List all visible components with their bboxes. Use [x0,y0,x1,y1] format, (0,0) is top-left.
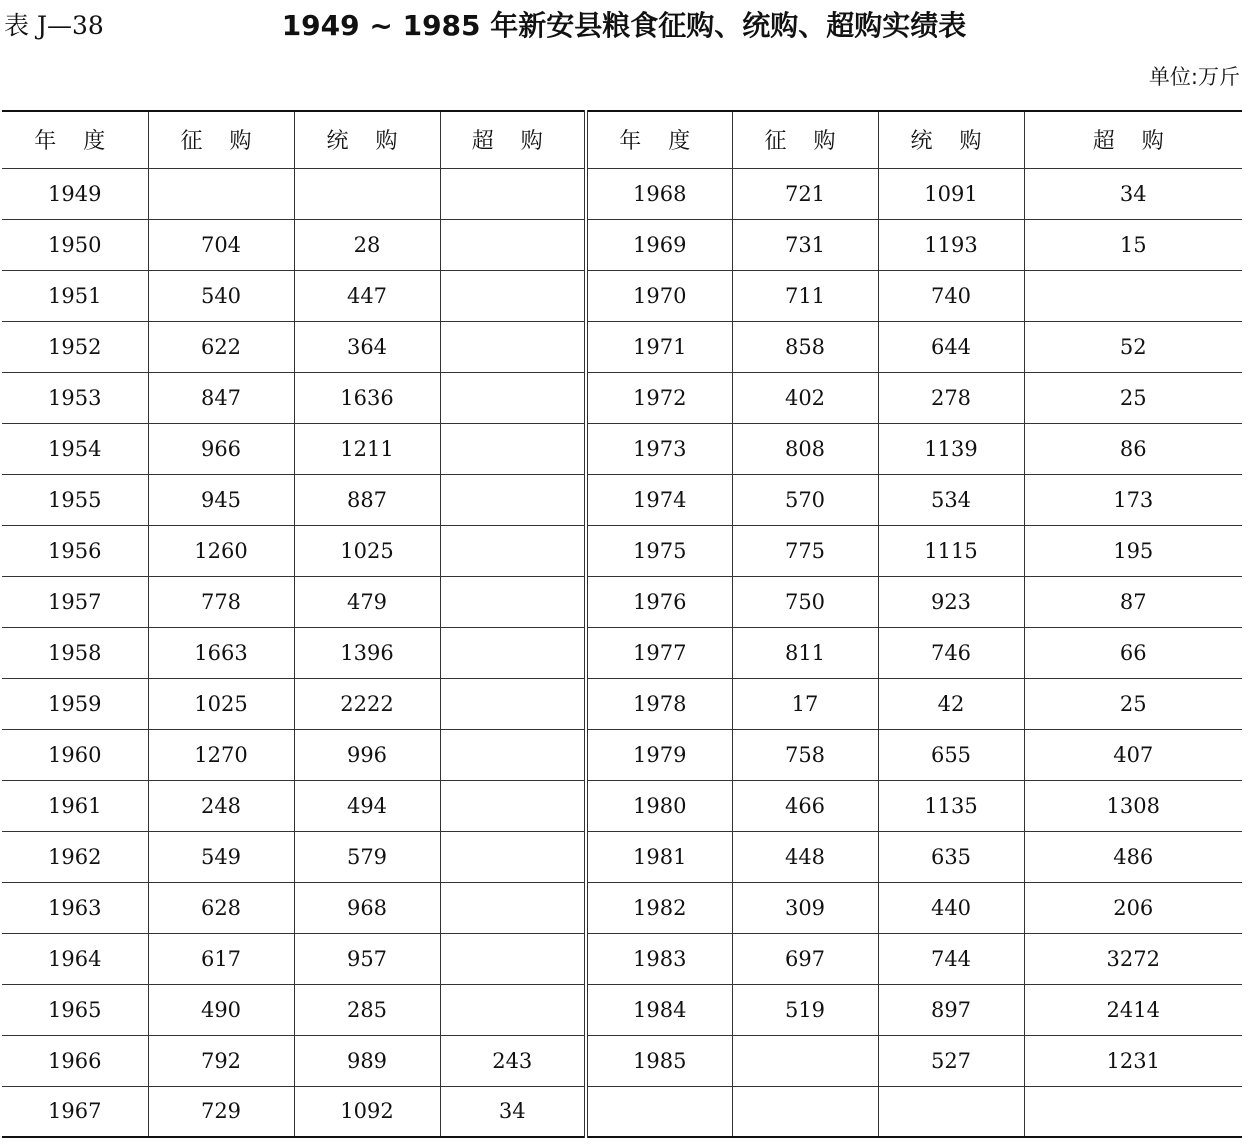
cell-year-left: 1965 [2,984,148,1035]
cell-tonggou-right: 527 [878,1035,1024,1086]
cell-year-right [586,1086,732,1137]
cell-zhenggou-right: 808 [732,423,878,474]
cell-tonggou-left: 479 [294,576,440,627]
cell-year-right: 1981 [586,831,732,882]
cell-chaogou-right: 34 [1024,168,1242,219]
cell-zhenggou-right: 858 [732,321,878,372]
cell-year-left: 1959 [2,678,148,729]
cell-zhenggou-right: 519 [732,984,878,1035]
table-row [2,729,1242,780]
cell-year-left: 1955 [2,474,148,525]
cell-zhenggou-left: 1260 [148,525,294,576]
cell-year-left: 1953 [2,372,148,423]
cell-year-right: 1982 [586,882,732,933]
cell-zhenggou-right: 402 [732,372,878,423]
cell-tonggou-right: 42 [878,678,1024,729]
cell-tonggou-right [878,1086,1024,1137]
cell-chaogou-right: 1308 [1024,780,1242,831]
cell-tonggou-right: 746 [878,627,1024,678]
cell-chaogou-right: 15 [1024,219,1242,270]
cell-zhenggou-right: 811 [732,627,878,678]
cell-chaogou-left [440,423,586,474]
cell-tonggou-left: 989 [294,1035,440,1086]
table-row [2,423,1242,474]
cell-zhenggou-right: 466 [732,780,878,831]
cell-zhenggou-right: 17 [732,678,878,729]
cell-zhenggou-right: 775 [732,525,878,576]
cell-tonggou-right: 1139 [878,423,1024,474]
cell-zhenggou-left: 490 [148,984,294,1035]
cell-year-right: 1984 [586,984,732,1035]
cell-tonggou-left: 887 [294,474,440,525]
cell-tonggou-right: 923 [878,576,1024,627]
cell-year-left: 1951 [2,270,148,321]
cell-chaogou-left [440,933,586,984]
cell-chaogou-left [440,321,586,372]
cell-year-right: 1968 [586,168,732,219]
cell-tonggou-left: 1211 [294,423,440,474]
table-row [2,576,1242,627]
cell-year-left: 1962 [2,831,148,882]
cell-zhenggou-left: 622 [148,321,294,372]
cell-tonggou-left: 364 [294,321,440,372]
cell-tonggou-left: 968 [294,882,440,933]
cell-zhenggou-left: 847 [148,372,294,423]
cell-zhenggou-left: 945 [148,474,294,525]
cell-year-right: 1975 [586,525,732,576]
cell-year-left: 1949 [2,168,148,219]
cell-year-right: 1985 [586,1035,732,1086]
cell-chaogou-left [440,780,586,831]
cell-zhenggou-right: 570 [732,474,878,525]
table-row [2,372,1242,423]
cell-year-right: 1983 [586,933,732,984]
cell-tonggou-right: 744 [878,933,1024,984]
cell-tonggou-left: 447 [294,270,440,321]
table-row [2,627,1242,678]
cell-tonggou-left: 957 [294,933,440,984]
cell-year-right: 1980 [586,780,732,831]
cell-chaogou-left [440,627,586,678]
cell-chaogou-left [440,678,586,729]
cell-zhenggou-right [732,1035,878,1086]
cell-tonggou-right: 635 [878,831,1024,882]
table-row [2,882,1242,933]
cell-year-right: 1973 [586,423,732,474]
cell-zhenggou-left: 1025 [148,678,294,729]
column-header-zhenggou-left: 征 购 [148,111,294,168]
cell-tonggou-right: 1193 [878,219,1024,270]
cell-chaogou-left [440,576,586,627]
cell-chaogou-left [440,882,586,933]
cell-year-right: 1979 [586,729,732,780]
cell-chaogou-left: 34 [440,1086,586,1137]
cell-chaogou-left [440,474,586,525]
table-header-row [2,111,1242,168]
cell-tonggou-left: 1636 [294,372,440,423]
table-row [2,933,1242,984]
cell-zhenggou-left: 778 [148,576,294,627]
cell-zhenggou-left: 704 [148,219,294,270]
cell-tonggou-right: 1115 [878,525,1024,576]
cell-chaogou-right: 407 [1024,729,1242,780]
cell-chaogou-right: 486 [1024,831,1242,882]
column-header-tonggou-left: 统 购 [294,111,440,168]
cell-tonggou-left: 1092 [294,1086,440,1137]
cell-chaogou-right: 25 [1024,678,1242,729]
cell-chaogou-right [1024,1086,1242,1137]
cell-year-right: 1972 [586,372,732,423]
cell-zhenggou-left: 792 [148,1035,294,1086]
cell-chaogou-right: 52 [1024,321,1242,372]
cell-year-left: 1954 [2,423,148,474]
cell-chaogou-right: 195 [1024,525,1242,576]
cell-tonggou-left: 285 [294,984,440,1035]
cell-tonggou-right: 897 [878,984,1024,1035]
cell-chaogou-left: 243 [440,1035,586,1086]
cell-tonggou-left: 996 [294,729,440,780]
cell-zhenggou-right [732,1086,878,1137]
cell-chaogou-right: 2414 [1024,984,1242,1035]
cell-year-left: 1958 [2,627,148,678]
cell-tonggou-left: 579 [294,831,440,882]
table-body [2,168,1242,1137]
cell-year-left: 1952 [2,321,148,372]
cell-zhenggou-right: 750 [732,576,878,627]
cell-tonggou-right: 1135 [878,780,1024,831]
cell-year-left: 1967 [2,1086,148,1137]
table-row [2,525,1242,576]
cell-year-left: 1957 [2,576,148,627]
column-header-chaogou-left: 超 购 [440,111,586,168]
column-header-year-right: 年 度 [586,111,732,168]
cell-zhenggou-left: 628 [148,882,294,933]
cell-year-left: 1963 [2,882,148,933]
cell-tonggou-right: 1091 [878,168,1024,219]
cell-year-right: 1977 [586,627,732,678]
cell-chaogou-right: 1231 [1024,1035,1242,1086]
cell-year-right: 1970 [586,270,732,321]
cell-chaogou-left [440,831,586,882]
table-number: 表 J—38 [4,11,104,40]
cell-zhenggou-left: 540 [148,270,294,321]
cell-tonggou-left: 2222 [294,678,440,729]
cell-tonggou-left [294,168,440,219]
cell-tonggou-left: 1396 [294,627,440,678]
cell-zhenggou-left: 617 [148,933,294,984]
table-row [2,831,1242,882]
cell-zhenggou-left: 966 [148,423,294,474]
cell-zhenggou-left: 549 [148,831,294,882]
cell-zhenggou-right: 758 [732,729,878,780]
cell-chaogou-left [440,984,586,1035]
cell-tonggou-right: 440 [878,882,1024,933]
cell-chaogou-right: 87 [1024,576,1242,627]
cell-year-left: 1956 [2,525,148,576]
cell-tonggou-left: 494 [294,780,440,831]
table-row [2,678,1242,729]
cell-year-left: 1950 [2,219,148,270]
grain-purchase-table [2,110,1242,1138]
column-header-year-left: 年 度 [2,111,148,168]
cell-year-right: 1974 [586,474,732,525]
table-row [2,321,1242,372]
table-row [2,474,1242,525]
cell-tonggou-left: 1025 [294,525,440,576]
cell-zhenggou-right: 697 [732,933,878,984]
cell-zhenggou-right: 731 [732,219,878,270]
cell-chaogou-right: 25 [1024,372,1242,423]
cell-year-left: 1961 [2,780,148,831]
cell-zhenggou-left: 248 [148,780,294,831]
page-title: 1949 ~ 1985 年新安县粮食征购、统购、超购实绩表 [281,9,967,42]
cell-zhenggou-left: 1270 [148,729,294,780]
unit-note: 单位:万斤 [1148,65,1240,89]
table-row [2,168,1242,219]
cell-chaogou-left [440,525,586,576]
table-row [2,1086,1242,1137]
cell-tonggou-right: 655 [878,729,1024,780]
column-header-zhenggou-right: 征 购 [732,111,878,168]
cell-zhenggou-left: 1663 [148,627,294,678]
cell-chaogou-left [440,219,586,270]
cell-tonggou-left: 28 [294,219,440,270]
cell-zhenggou-left [148,168,294,219]
table-row [2,780,1242,831]
cell-zhenggou-left: 729 [148,1086,294,1137]
cell-chaogou-left [440,168,586,219]
cell-year-right: 1969 [586,219,732,270]
table-row [2,270,1242,321]
cell-year-left: 1960 [2,729,148,780]
cell-tonggou-right: 644 [878,321,1024,372]
cell-year-right: 1978 [586,678,732,729]
cell-tonggou-right: 278 [878,372,1024,423]
column-header-chaogou-right: 超 购 [1024,111,1242,168]
cell-chaogou-right: 86 [1024,423,1242,474]
cell-chaogou-left [440,270,586,321]
cell-zhenggou-right: 721 [732,168,878,219]
cell-chaogou-right: 206 [1024,882,1242,933]
cell-tonggou-right: 534 [878,474,1024,525]
cell-tonggou-right: 740 [878,270,1024,321]
cell-chaogou-left [440,729,586,780]
cell-zhenggou-right: 309 [732,882,878,933]
table-row [2,219,1242,270]
cell-zhenggou-right: 711 [732,270,878,321]
cell-zhenggou-right: 448 [732,831,878,882]
cell-chaogou-right [1024,270,1242,321]
cell-year-left: 1964 [2,933,148,984]
column-header-tonggou-right: 统 购 [878,111,1024,168]
cell-chaogou-right: 3272 [1024,933,1242,984]
cell-year-left: 1966 [2,1035,148,1086]
table-row [2,984,1242,1035]
cell-year-right: 1976 [586,576,732,627]
cell-chaogou-right: 173 [1024,474,1242,525]
table-row [2,1035,1242,1086]
cell-chaogou-left [440,372,586,423]
cell-year-right: 1971 [586,321,732,372]
cell-chaogou-right: 66 [1024,627,1242,678]
